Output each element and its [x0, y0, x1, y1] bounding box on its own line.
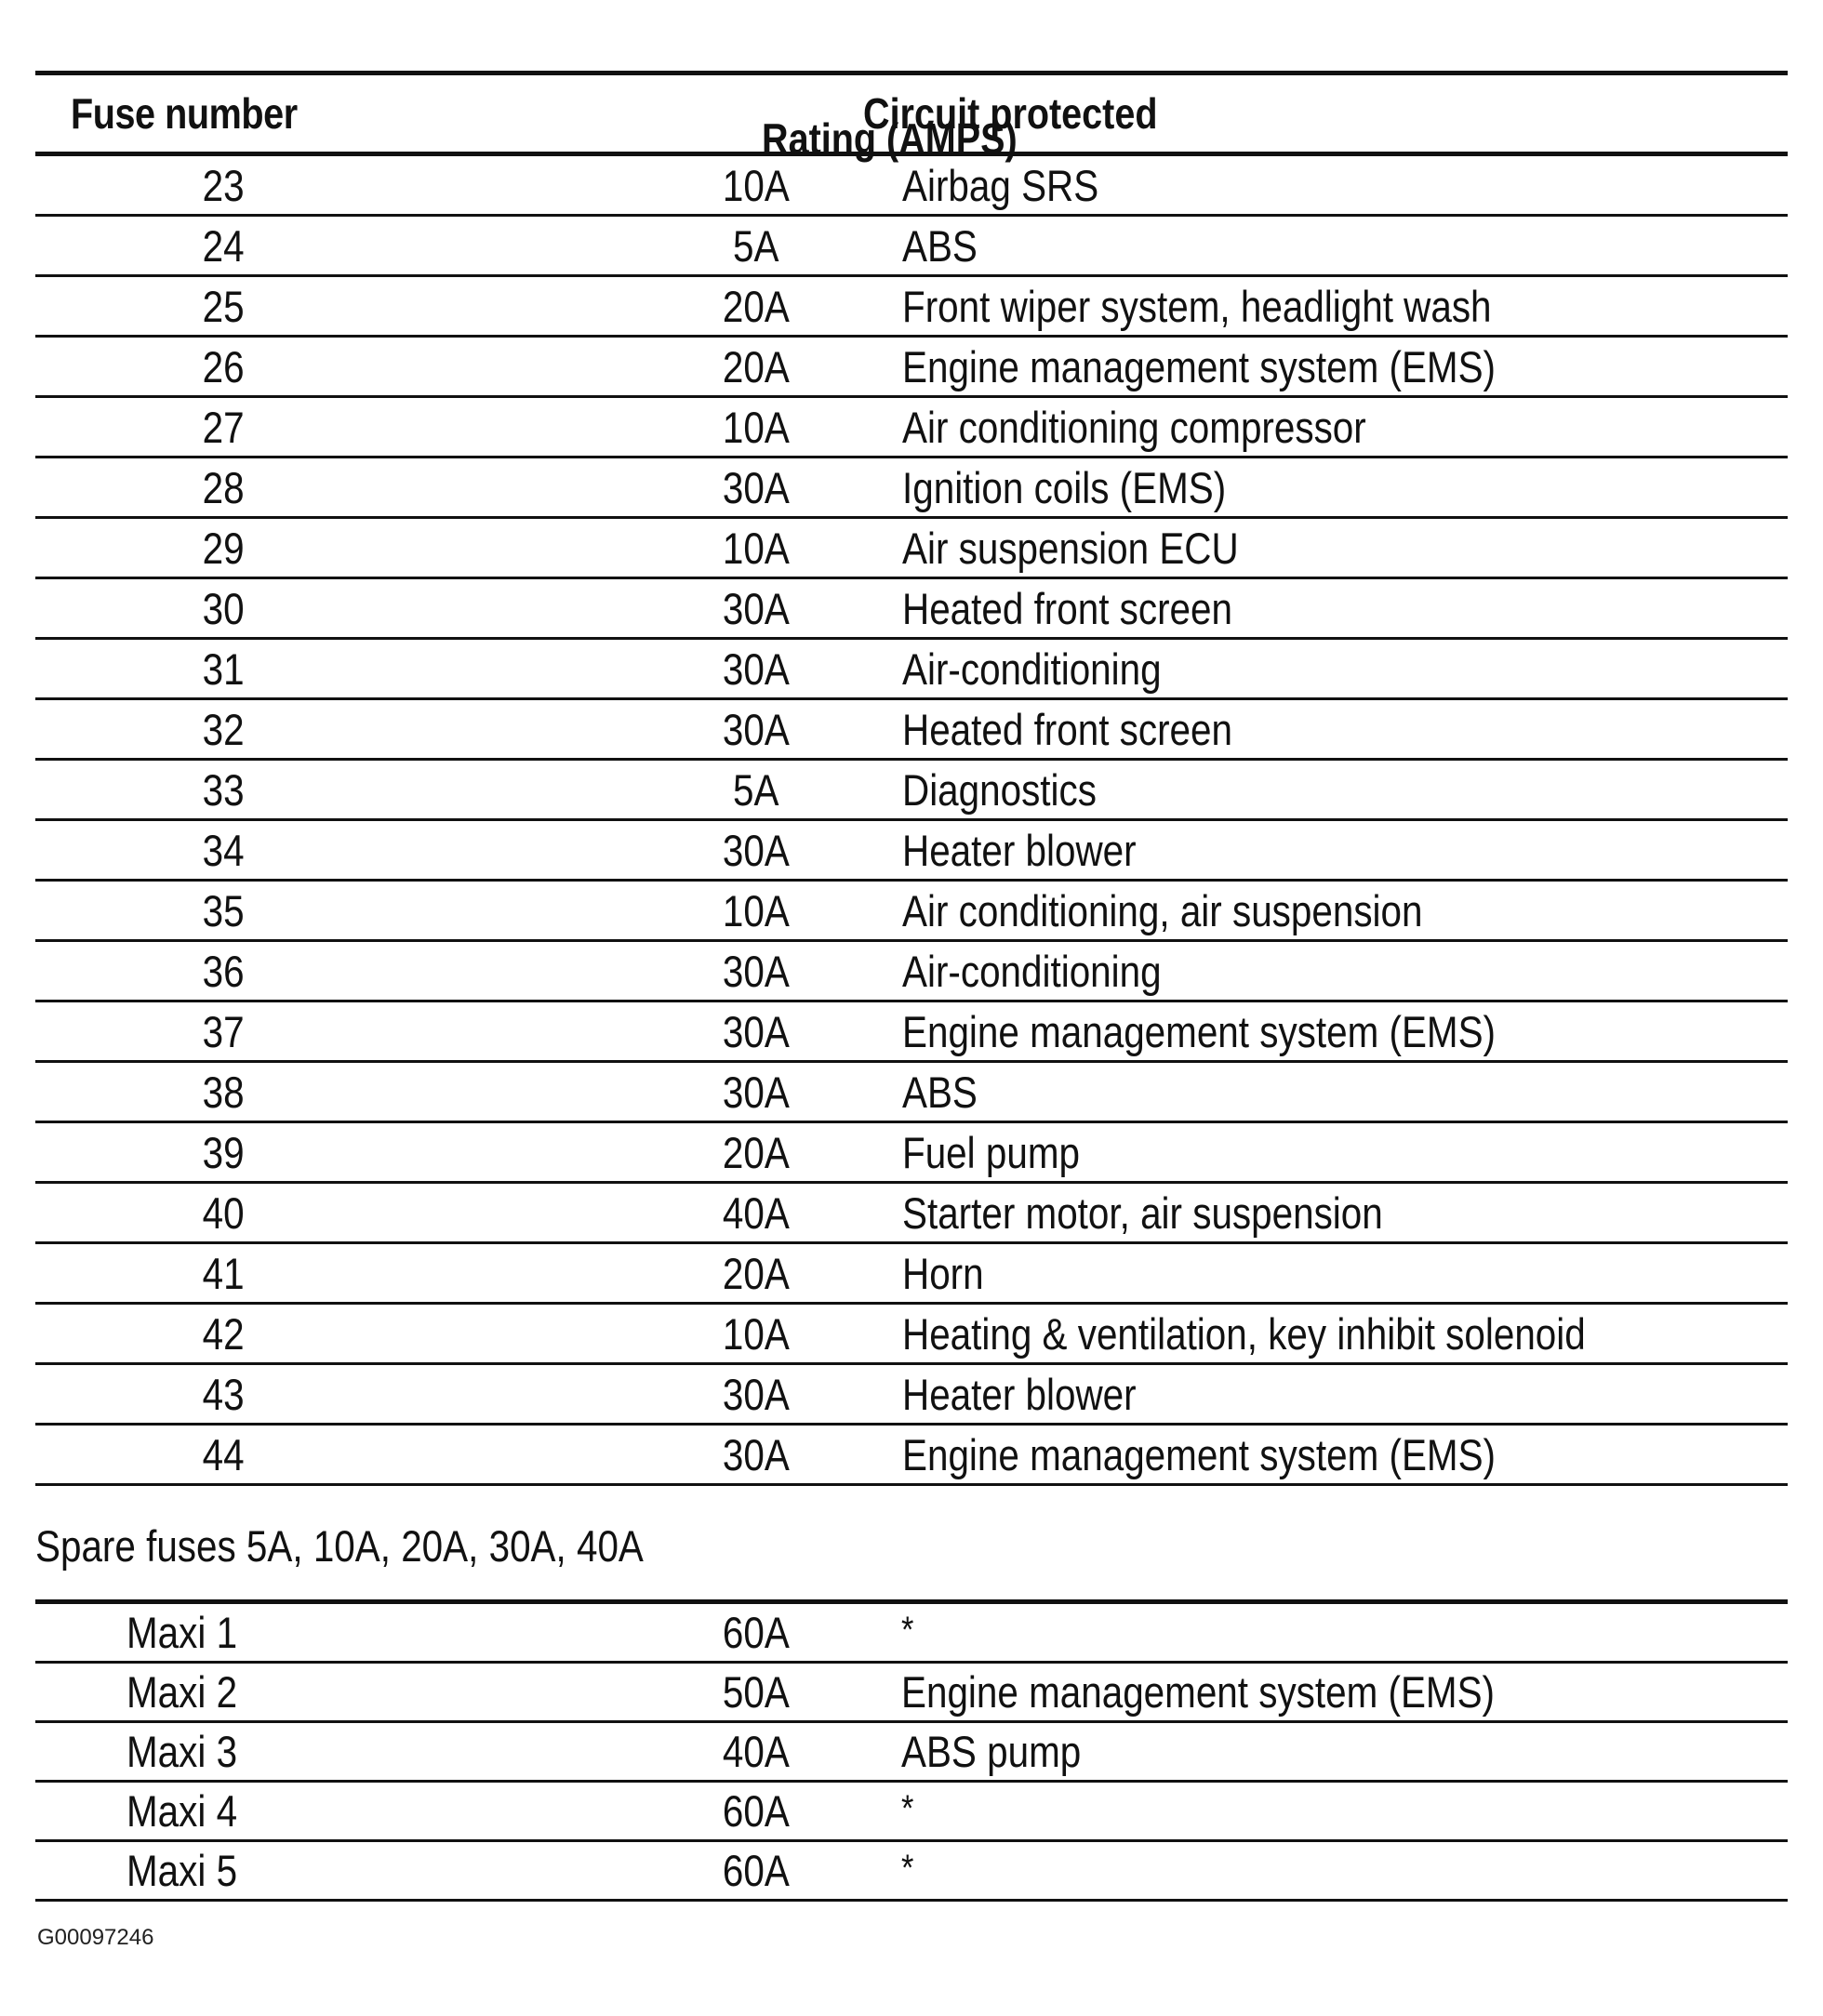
maxi-fuse-cell: Maxi 4 [126, 1786, 238, 1836]
circuit-cell: Engine management system (EMS) [902, 1006, 1496, 1056]
fuse-number-cell: 27 [203, 402, 245, 452]
circuit-cell: Air conditioning, air suspension [902, 885, 1423, 935]
fuse-number-cell: 23 [203, 160, 245, 210]
rating-cell: 30A [723, 462, 790, 512]
maxi-fuse-cell: Maxi 1 [126, 1608, 238, 1657]
table-row [35, 1244, 1788, 1305]
maxi-circuit-cell: * [901, 1610, 914, 1651]
maxi-table-row [35, 1604, 1788, 1664]
rating-cell: 10A [723, 523, 790, 573]
table-header-row: Fuse number Rating (AMPS) Circuit protected [35, 75, 1788, 156]
fuse-number-cell: 29 [203, 523, 245, 573]
table-row [35, 277, 1788, 338]
circuit-cell: Heating & ventilation, key inhibit solenoid [902, 1308, 1586, 1359]
rating-cell: 30A [723, 1429, 790, 1479]
table-row [35, 156, 1788, 217]
maxi-fuse-cell: Maxi 5 [126, 1846, 238, 1895]
circuit-cell: Engine management system (EMS) [902, 341, 1496, 391]
circuit-cell: Fuel pump [902, 1127, 1080, 1177]
table-row [35, 1305, 1788, 1365]
fuse-number-cell: 24 [203, 220, 245, 271]
maxi-rating-cell: 60A [723, 1786, 790, 1836]
rating-cell: 10A [723, 402, 790, 452]
fuse-number-cell: 35 [203, 885, 245, 935]
header-fuse-number: Fuse number [71, 89, 298, 138]
circuit-cell: Ignition coils (EMS) [902, 462, 1227, 512]
maxi-circuit-cell: * [901, 1788, 914, 1829]
circuit-cell: Starter motor, air suspension [902, 1187, 1383, 1238]
maxi-table-row [35, 1842, 1788, 1902]
rating-cell: 5A [733, 220, 779, 271]
maxi-rating-cell: 60A [723, 1846, 790, 1895]
figure-code: G00097246 [37, 1925, 154, 1950]
fuse-number-cell: 39 [203, 1127, 245, 1177]
fuse-number-cell: 30 [203, 583, 245, 633]
table-row [35, 821, 1788, 882]
table-row [35, 217, 1788, 277]
rating-cell: 30A [723, 1067, 790, 1117]
fuse-number-cell: 44 [203, 1429, 245, 1479]
maxi-circuit-cell: * [901, 1848, 914, 1889]
table-row [35, 882, 1788, 942]
table-row [35, 579, 1788, 640]
circuit-cell: Air conditioning compressor [902, 402, 1366, 452]
rating-cell: 30A [723, 1006, 790, 1056]
table-row [35, 1002, 1788, 1063]
table-row [35, 458, 1788, 519]
rating-cell: 30A [723, 583, 790, 633]
circuit-cell: Air-conditioning [902, 946, 1162, 996]
circuit-cell: Air suspension ECU [902, 523, 1239, 573]
table-row [35, 1365, 1788, 1426]
circuit-cell: Heater blower [902, 825, 1137, 875]
rating-cell: 20A [723, 341, 790, 391]
circuit-cell: Front wiper system, headlight wash [902, 281, 1492, 331]
rating-cell: 10A [723, 1308, 790, 1359]
header-circuit-protected: Circuit protected [863, 89, 1158, 138]
table-row [35, 761, 1788, 821]
maxi-circuit-cell: Engine management system (EMS) [901, 1667, 1495, 1717]
fuse-number-cell: 43 [203, 1369, 245, 1419]
maxi-circuit-cell: ABS pump [901, 1727, 1082, 1776]
maxi-fuse-cell: Maxi 2 [126, 1667, 238, 1717]
rating-cell: 30A [723, 704, 790, 754]
table-row [35, 1063, 1788, 1123]
circuit-cell: Airbag SRS [902, 160, 1099, 210]
circuit-cell: Air-conditioning [902, 643, 1162, 694]
rating-cell: 10A [723, 885, 790, 935]
rating-cell: 40A [723, 1187, 790, 1238]
table-row [35, 398, 1788, 458]
fuse-number-cell: 38 [203, 1067, 245, 1117]
rating-cell: 5A [733, 764, 779, 815]
fuse-number-cell: 31 [203, 643, 245, 694]
circuit-cell: Engine management system (EMS) [902, 1429, 1496, 1479]
table-row [35, 519, 1788, 579]
maxi-rating-cell: 50A [723, 1667, 790, 1717]
fuse-number-cell: 36 [203, 946, 245, 996]
circuit-cell: Diagnostics [902, 764, 1097, 815]
circuit-cell: Heated front screen [902, 583, 1233, 633]
rating-cell: 20A [723, 1248, 790, 1298]
fuse-number-cell: 25 [203, 281, 245, 331]
fuse-number-cell: 42 [203, 1308, 245, 1359]
table-row [35, 1426, 1788, 1486]
fuse-number-cell: 37 [203, 1006, 245, 1056]
circuit-cell: Heated front screen [902, 704, 1233, 754]
fuse-number-cell: 28 [203, 462, 245, 512]
circuit-cell: Heater blower [902, 1369, 1137, 1419]
circuit-cell: Horn [902, 1248, 984, 1298]
table-row [35, 1184, 1788, 1244]
spare-fuses-note: Spare fuses 5A, 10A, 20A, 30A, 40A [35, 1520, 644, 1571]
fuse-table-sheet [35, 71, 1788, 1902]
circuit-cell: ABS [902, 220, 978, 271]
fuse-number-cell: 41 [203, 1248, 245, 1298]
fuse-number-cell: 33 [203, 764, 245, 815]
maxi-table-row [35, 1723, 1788, 1783]
maxi-fuse-rows [35, 1604, 1788, 1902]
maxi-table-row [35, 1783, 1788, 1842]
table-row [35, 640, 1788, 700]
table-row [35, 1123, 1788, 1184]
fuse-number-cell: 40 [203, 1187, 245, 1238]
maxi-rating-cell: 60A [723, 1608, 790, 1657]
rating-cell: 30A [723, 825, 790, 875]
fuse-number-cell: 34 [203, 825, 245, 875]
maxi-rating-cell: 40A [723, 1727, 790, 1776]
rating-cell: 20A [723, 281, 790, 331]
table-row [35, 942, 1788, 1002]
maxi-table-row [35, 1664, 1788, 1723]
table-row [35, 338, 1788, 398]
circuit-cell: ABS [902, 1067, 978, 1117]
rating-cell: 30A [723, 643, 790, 694]
table-row [35, 700, 1788, 761]
fuse-number-cell: 32 [203, 704, 245, 754]
maxi-fuse-cell: Maxi 3 [126, 1727, 238, 1776]
fuse-rows [35, 156, 1788, 1486]
rating-cell: 30A [723, 946, 790, 996]
rating-cell: 30A [723, 1369, 790, 1419]
fuse-number-cell: 26 [203, 341, 245, 391]
rating-cell: 20A [723, 1127, 790, 1177]
rating-cell: 10A [723, 160, 790, 210]
